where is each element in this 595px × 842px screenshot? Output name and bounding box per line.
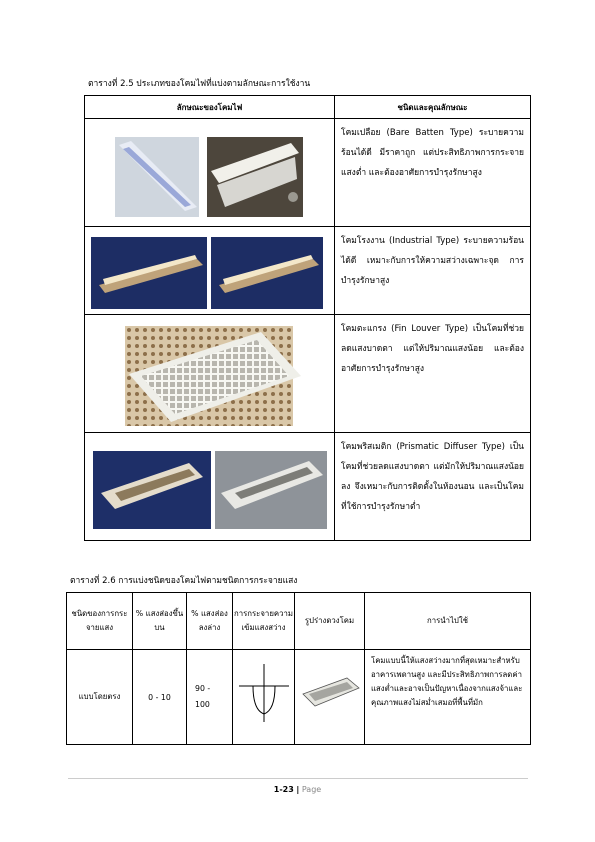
header-distribution-type: ชนิดของการกระจายแสง — [67, 593, 133, 650]
table-row — [85, 227, 531, 315]
fin-louver-image — [85, 315, 335, 433]
light-distribution-table — [66, 592, 531, 745]
cell-down: 90 - 100 — [187, 650, 233, 745]
luminaire-types-table — [84, 95, 531, 541]
prismatic-images — [85, 433, 335, 541]
page-footer — [0, 785, 595, 794]
header-usage: การนำไปใช้ — [365, 593, 531, 650]
distribution-diagram — [233, 650, 295, 745]
bare-batten-description: โคมเปลือย (Bare Batten Type) ระบายความร้อนได้ดี มีราคาถูก แต่ประสิทธิภาพการกระจายแสงต่ำ และต้องอาศัยการบำรุงรักษาสูง — [335, 119, 531, 227]
page-label: Page — [301, 785, 322, 794]
table2-caption: ตารางที่ 2.6 การแบ่งชนิดของโคมไฟตามชนิดการกระจายแสง — [70, 576, 298, 586]
table-row — [67, 650, 531, 745]
table-header-row — [85, 96, 531, 119]
header-luminaire-shape: รูปร่างดวงโคม — [295, 593, 365, 650]
header-appearance: ลักษณะของโคมไฟ — [85, 96, 335, 119]
cell-usage: โคมแบบนี้ให้แสงสว่างมากที่สุดเหมาะสำหรับอาคารเพดานสูง และมีประสิทธิภาพการลดค่าแสงต่ำและอาจเป็นปัญหาเนื่องจากแสงจ้าและคุณภาพแสงไม่สม่ำเสมอที่พื้นที่มัก — [365, 650, 531, 745]
header-type-characteristics: ชนิดและคุณลักษณะ — [335, 96, 531, 119]
footer-divider — [68, 778, 528, 779]
header-intensity-distribution: การกระจายความเข้มแสงสว่าง — [233, 593, 295, 650]
table-row — [85, 119, 531, 227]
header-up-percent: % แสงส่องขึ้นบน — [133, 593, 187, 650]
cell-type: แบบโดยตรง — [67, 650, 133, 745]
fin-louver-description: โคมตะแกรง (Fin Louver Type) เป็นโคมที่ช่วยลดแสงบาดตา แต่ให้ปริมาณแสงน้อย และต้องอาศัยการบำรุงรักษาสูง — [335, 315, 531, 433]
table-header-row — [67, 593, 531, 650]
footer-separator: | — [296, 785, 300, 794]
industrial-description: โคมโรงงาน (Industrial Type) ระบายความร้อนได้ดี เหมาะกับการให้ความสว่างเฉพาะจุด การบำรุงรักษาสูง — [335, 227, 531, 315]
table-row — [85, 315, 531, 433]
cell-up: 0 - 10 — [133, 650, 187, 745]
bare-batten-images — [85, 119, 335, 227]
page-number: 1-23 — [273, 785, 294, 794]
header-down-percent: % แสงส่องลงล่าง — [187, 593, 233, 650]
industrial-images — [85, 227, 335, 315]
luminaire-shape-image — [295, 650, 365, 745]
prismatic-description: โคมพริสเมติก (Prismatic Diffuser Type) เป็นโคมที่ช่วยลดแสงบาดตา แต่มักให้ปริมาณแสงน้อยลง จึงเหมาะกับการติดตั้งในห้องนอน และเป็นโคมที่ใช้การบำรุงรักษาต่ำ — [335, 433, 531, 541]
table-row — [85, 433, 531, 541]
table1-caption: ตารางที่ 2.5 ประเภทของโคมไฟที่แบ่งตามลักษณะการใช้งาน — [88, 79, 311, 89]
